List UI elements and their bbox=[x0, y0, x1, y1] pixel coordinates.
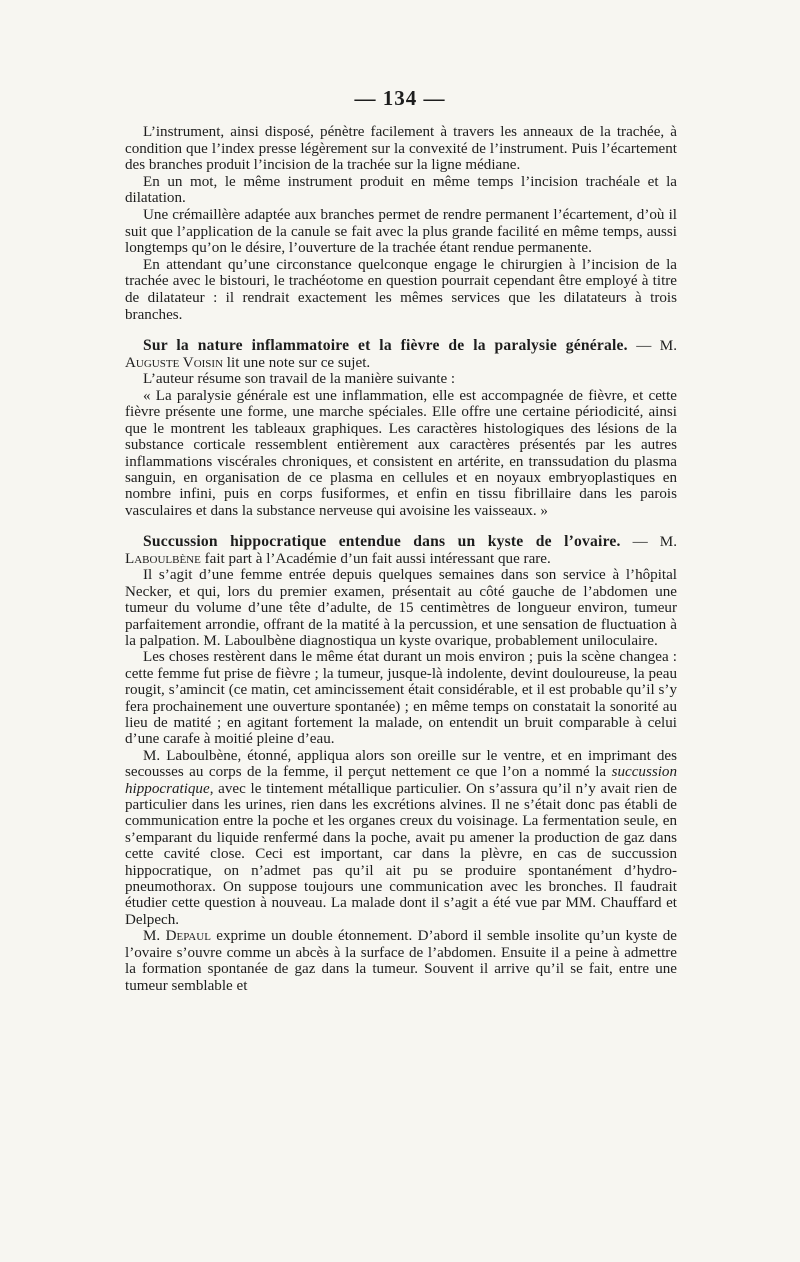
quotation: « La paralysie générale est une inflammation, elle est accompagnée de fièvre, et cette fièvre présente une forme, une marche spéciales. Elle offre une certaine périodicité, ainsi que le montrent les tableaux graphiques. Les caractères histologiques des lésions de la substance corticale ressemblent entièrement aux caractères présentés par les autres inflammations viscérales chroniques, et consistent en artérite, en transsudation du plasma sanguin, en organisation de ce plasma en cellules et en noyaux embryoplastiques en nombre infini, puis en corps fusiformes, et enfin en tissu fibrillaire dans les parois vasculaires et dans la substance nerveuse qui avoisine les vaisseaux. » bbox=[125, 387, 677, 519]
paragraph: En attendant qu’une circonstance quelconque engage le chirurgien à l’incision de la trachée avec le bistouri, le trachéotome en question pourrait cependant être employé à titre de dilatateur : il rendrait exactement les mêmes services que les dilatateurs à trois branches. bbox=[125, 256, 677, 323]
lead-dash: — M. bbox=[620, 534, 677, 551]
section-heading: Succussion hippocratique entendue dans un kyste de l’ovaire. bbox=[143, 533, 621, 551]
lead-dash: — M. bbox=[627, 338, 677, 355]
paragraph: L’instrument, ainsi disposé, pénètre facilement à travers les anneaux de la trachée, à condition que l’index presse légèrement sur la convexité de l’instrument. Puis l’écartement des branches produit l’incision de la trachée sur la ligne médiane. bbox=[125, 124, 677, 174]
paragraph bbox=[125, 928, 677, 994]
emphasis: succussion hippocratique bbox=[125, 764, 677, 797]
section-lead bbox=[125, 338, 677, 371]
text-run: M. bbox=[143, 928, 166, 945]
section-lead bbox=[125, 534, 677, 567]
paragraph: Il s’agit d’une femme entrée depuis quelques semaines dans son service à l’hôpital Necker, et qui, lors du premier examen, présentait au côté gauche de l’abdomen une tumeur du volume d’une tête d’adulte, de 15 centimètres de longueur environ, tumeur parfaitement arrondie, offrant de la matité à la percussion, et une sensation de fluctuation à la palpation. M. Laboulbène diagnostiqua un kyste ovarique, probablement uniloculaire. bbox=[125, 567, 677, 649]
paragraph: Une crémaillère adaptée aux branches permet de rendre permanent l’écartement, d’où il suit que l’application de la canule se fait avec la plus grande facilité en même temps, aussi longtemps qu’on le désire, l’ouverture de la trachée étant rendue permanente. bbox=[125, 206, 677, 257]
lead-text: lit une note sur ce sujet. bbox=[223, 354, 371, 371]
text-run: , avec le tintement métallique particulier. On s’assura qu’il n’y avait rien de particulier dans les urines, rien dans les excrétions alvines. Il ne s’était donc pas établi de communication entre la poche et les organes creux du voisinage. La fermentation seule, en s’emparant du liquide renfermé dans la poche, avait pu amener la production de gaz dans cette cavité close. Ceci est important, car dans la plèvre, en cas de succussion hippocratique, on n’admet pas qu’il ait pu se produire spontanément d’hydro-pneumothorax. On suppose toujours une communication avec les bronches. Il faudrait étudier cette question à nouveau. La malade dont il s’agit a été vue par MM. Chauffard et Delpech. bbox=[125, 780, 677, 928]
paragraph: L’auteur résume son travail de la manière suivante : bbox=[143, 371, 456, 388]
paragraph: Les choses restèrent dans le même état durant un mois environ ; puis la scène changea : cette femme fut prise de fièvre ; la tumeur, jusque-là indolente, devint douloureuse, la peau rougit, s’amincit (ce matin, cet amincissement était considérable, et il est probable qu’il s’y fera prochainement une ouverture spontanée) ; en même temps on constatait la sonorité au lieu de matité ; en agitant fortement la malade, on entendit un bruit comparable à celui d’une carafe à moitié pleine d’eau. bbox=[125, 649, 677, 748]
author-name: Depaul bbox=[165, 928, 211, 945]
paragraph: En un mot, le même instrument produit en même temps l’incision trachéale et la dilatation. bbox=[125, 173, 677, 207]
section-heading: Sur la nature inflammatoire et la fièvre de la paralysie générale. bbox=[143, 337, 628, 355]
author-name: Auguste Voisin bbox=[125, 354, 224, 371]
paragraph bbox=[125, 748, 677, 928]
text-run: exprime un double étonnement. D’abord il semble insolite qu’un kyste de l’ovaire s’ouvre comme un abcès à la surface de l’abdomen. Ensuite il a peine à admettre la formation spontanée de gaz dans la tumeur. Souvent il arrive qu’il se fait, entre une tumeur semblable et bbox=[125, 928, 677, 994]
text-run: M. Laboulbène, étonné, appliqua alors son oreille sur le ventre, et en imprimant des secousses au corps de la femme, il perçut nettement ce que l’on a nommé la bbox=[125, 747, 677, 781]
lead-text: fait part à l’Académie d’un fait aussi intéressant que rare. bbox=[200, 550, 551, 567]
page-body bbox=[125, 124, 677, 994]
author-name: Laboulbène bbox=[125, 550, 201, 567]
page-number: — 134 — bbox=[354, 86, 446, 110]
